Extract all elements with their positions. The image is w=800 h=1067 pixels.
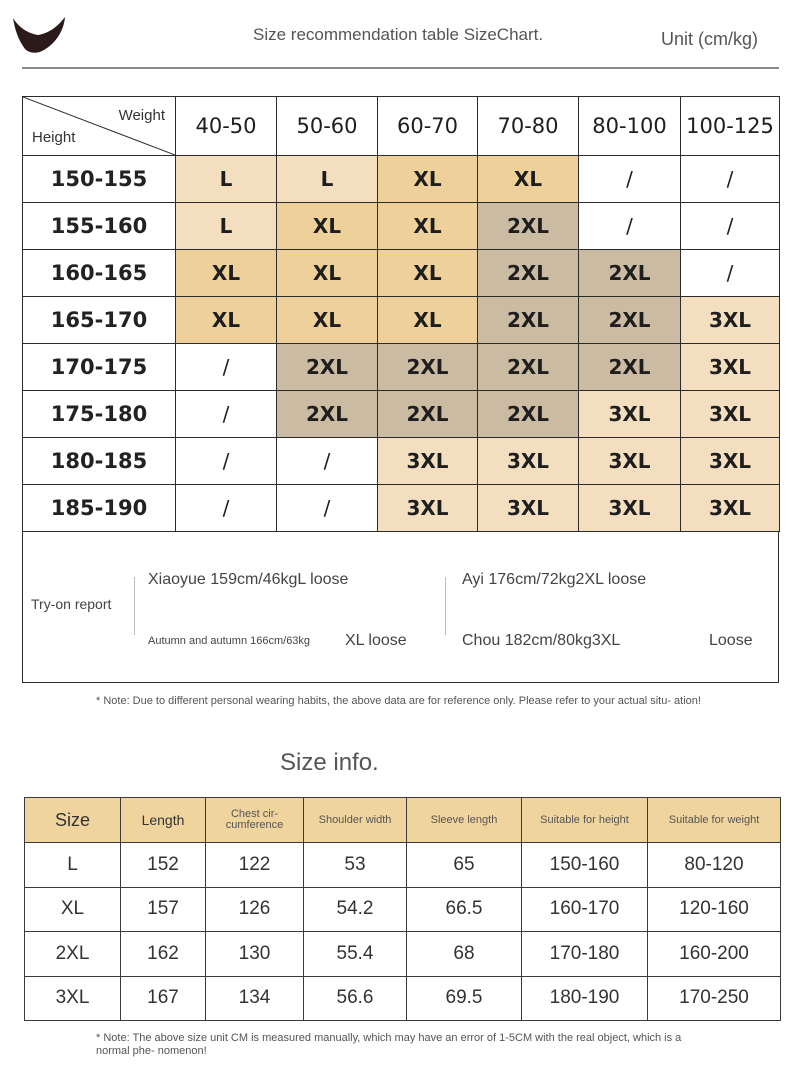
height-range-label: 165-170 <box>23 297 176 344</box>
size-cell: XL <box>277 203 378 250</box>
size-cell: 2XL <box>478 391 579 438</box>
column-header: Sleeve length <box>407 798 522 843</box>
unit-label: Unit (cm/kg) <box>660 29 758 49</box>
table-row <box>25 932 781 977</box>
column-header: Suitable for weight <box>648 798 781 843</box>
size-cell: 3XL <box>681 438 780 485</box>
measurement-cell: 170-180 <box>522 932 648 977</box>
size-cell: 3XL <box>579 438 681 485</box>
size-cell: 3XL <box>478 485 579 532</box>
size-cell: 2XL <box>478 297 579 344</box>
corner-weight-label: Weight <box>118 107 165 124</box>
size-name-cell: 2XL <box>25 932 121 977</box>
weight-header: 100-125 <box>681 97 780 156</box>
size-cell: / <box>176 391 277 438</box>
recommendation-body <box>23 156 780 532</box>
height-range-label: 155-160 <box>23 203 176 250</box>
size-cell: 2XL <box>579 250 681 297</box>
measurement-cell: 134 <box>206 976 304 1021</box>
tryon-entry: Xiaoyue 159cm/46kgL loose <box>148 571 349 588</box>
size-cell: XL <box>378 156 478 203</box>
table-row <box>23 203 780 250</box>
table-row <box>23 438 780 485</box>
size-cell: L <box>176 203 277 250</box>
size-cell: XL <box>378 250 478 297</box>
measurement-cell: 130 <box>206 932 304 977</box>
column-header: Size <box>25 798 121 843</box>
size-cell: / <box>277 485 378 532</box>
tryon-entry: Chou 182cm/80kg3XL <box>462 632 621 649</box>
measurement-cell: 162 <box>121 932 206 977</box>
size-cell: / <box>681 156 780 203</box>
size-cell: XL <box>176 297 277 344</box>
measurement-cell: 66.5 <box>407 887 522 932</box>
size-cell: L <box>176 156 277 203</box>
size-info-header-row <box>25 798 781 843</box>
size-info-body <box>25 798 781 1021</box>
size-cell: 2XL <box>478 250 579 297</box>
size-cell: 3XL <box>579 391 681 438</box>
weight-header: 80-100 <box>579 97 681 156</box>
column-header: Chest cir- cumference <box>206 798 304 843</box>
size-name-cell: 3XL <box>25 976 121 1021</box>
measurement-cell: 122 <box>206 843 304 888</box>
size-name-cell: L <box>25 843 121 888</box>
tryon-entry: Autumn and autumn 166cm/63kg <box>148 635 311 647</box>
corner-cell <box>23 97 176 156</box>
measurement-note: * Note: The above size unit CM is measured manually, which may have an error of 1-5CM with the real object, which is a normal phe- nomenon! <box>96 1032 682 1057</box>
reference-note: * Note: Due to different personal wearing habits, the above data are for reference only. Please refer to your actual situ- ation! <box>96 695 701 707</box>
size-cell: / <box>176 344 277 391</box>
size-cell: XL <box>277 250 378 297</box>
size-cell: XL <box>176 250 277 297</box>
size-cell: / <box>681 203 780 250</box>
tryon-entry: XL loose <box>345 632 407 649</box>
table-row <box>25 843 781 888</box>
column-header: Shoulder width <box>304 798 407 843</box>
size-cell: 3XL <box>579 485 681 532</box>
measurement-cell: 126 <box>206 887 304 932</box>
table-row <box>23 485 780 532</box>
size-info-table <box>24 797 781 1021</box>
table-row <box>23 297 780 344</box>
height-range-label: 180-185 <box>23 438 176 485</box>
size-cell: / <box>176 438 277 485</box>
height-range-label: 160-165 <box>23 250 176 297</box>
size-cell: 3XL <box>681 344 780 391</box>
measurement-cell: 53 <box>304 843 407 888</box>
size-cell: 2XL <box>378 344 478 391</box>
table-row <box>25 976 781 1021</box>
tryon-entry: Ayi 176cm/72kg2XL loose <box>462 571 647 588</box>
size-cell: 2XL <box>378 391 478 438</box>
table-row <box>23 344 780 391</box>
height-range-label: 175-180 <box>23 391 176 438</box>
report-divider <box>134 577 135 635</box>
height-range-label: 170-175 <box>23 344 176 391</box>
measurement-cell: 180-190 <box>522 976 648 1021</box>
size-info-title: Size info. <box>280 749 379 776</box>
measurement-cell: 152 <box>121 843 206 888</box>
table-row <box>23 250 780 297</box>
size-cell: / <box>681 250 780 297</box>
weight-header: 70-80 <box>478 97 579 156</box>
size-cell: 3XL <box>681 297 780 344</box>
measurement-cell: 170-250 <box>648 976 781 1021</box>
size-cell: 2XL <box>478 203 579 250</box>
measurement-cell: 157 <box>121 887 206 932</box>
size-cell: 3XL <box>378 438 478 485</box>
size-cell: 3XL <box>478 438 579 485</box>
table-row <box>23 156 780 203</box>
weight-header: 40-50 <box>176 97 277 156</box>
size-cell: XL <box>378 297 478 344</box>
measurement-cell: 55.4 <box>304 932 407 977</box>
size-cell: / <box>579 203 681 250</box>
measurement-cell: 69.5 <box>407 976 522 1021</box>
tryon-report <box>22 532 779 683</box>
corner-height-label: Height <box>32 129 76 146</box>
measurement-cell: 54.2 <box>304 887 407 932</box>
size-cell: 3XL <box>681 391 780 438</box>
size-cell: XL <box>277 297 378 344</box>
size-cell: XL <box>478 156 579 203</box>
measurement-cell: 167 <box>121 976 206 1021</box>
brand-logo-icon <box>12 14 66 56</box>
weight-header: 50-60 <box>277 97 378 156</box>
corner-diagonal <box>23 97 175 155</box>
size-cell: XL <box>378 203 478 250</box>
column-header: Length <box>121 798 206 843</box>
table-header-row <box>23 97 780 156</box>
size-cell: / <box>176 485 277 532</box>
measurement-cell: 80-120 <box>648 843 781 888</box>
measurement-cell: 160-170 <box>522 887 648 932</box>
measurement-cell: 65 <box>407 843 522 888</box>
size-name-cell: XL <box>25 887 121 932</box>
size-cell: 2XL <box>478 344 579 391</box>
size-cell: L <box>277 156 378 203</box>
tryon-report-label: Try-on report <box>31 596 112 612</box>
page-title: Size recommendation table SizeChart. <box>253 25 544 44</box>
size-cell: 2XL <box>277 391 378 438</box>
column-header: Suitable for height <box>522 798 648 843</box>
measurement-cell: 68 <box>407 932 522 977</box>
report-divider <box>445 577 446 635</box>
size-cell: / <box>277 438 378 485</box>
size-cell: 3XL <box>378 485 478 532</box>
size-cell: 2XL <box>277 344 378 391</box>
height-range-label: 185-190 <box>23 485 176 532</box>
measurement-cell: 150-160 <box>522 843 648 888</box>
measurement-cell: 120-160 <box>648 887 781 932</box>
size-recommendation-table <box>22 96 780 532</box>
weight-header: 60-70 <box>378 97 478 156</box>
table-row <box>25 887 781 932</box>
size-cell: 2XL <box>579 344 681 391</box>
header-divider <box>22 67 779 69</box>
table-row <box>23 391 780 438</box>
size-cell: / <box>579 156 681 203</box>
tryon-entry: Loose <box>709 632 753 649</box>
height-range-label: 150-155 <box>23 156 176 203</box>
size-cell: 3XL <box>681 485 780 532</box>
size-cell: 2XL <box>579 297 681 344</box>
measurement-cell: 56.6 <box>304 976 407 1021</box>
measurement-cell: 160-200 <box>648 932 781 977</box>
